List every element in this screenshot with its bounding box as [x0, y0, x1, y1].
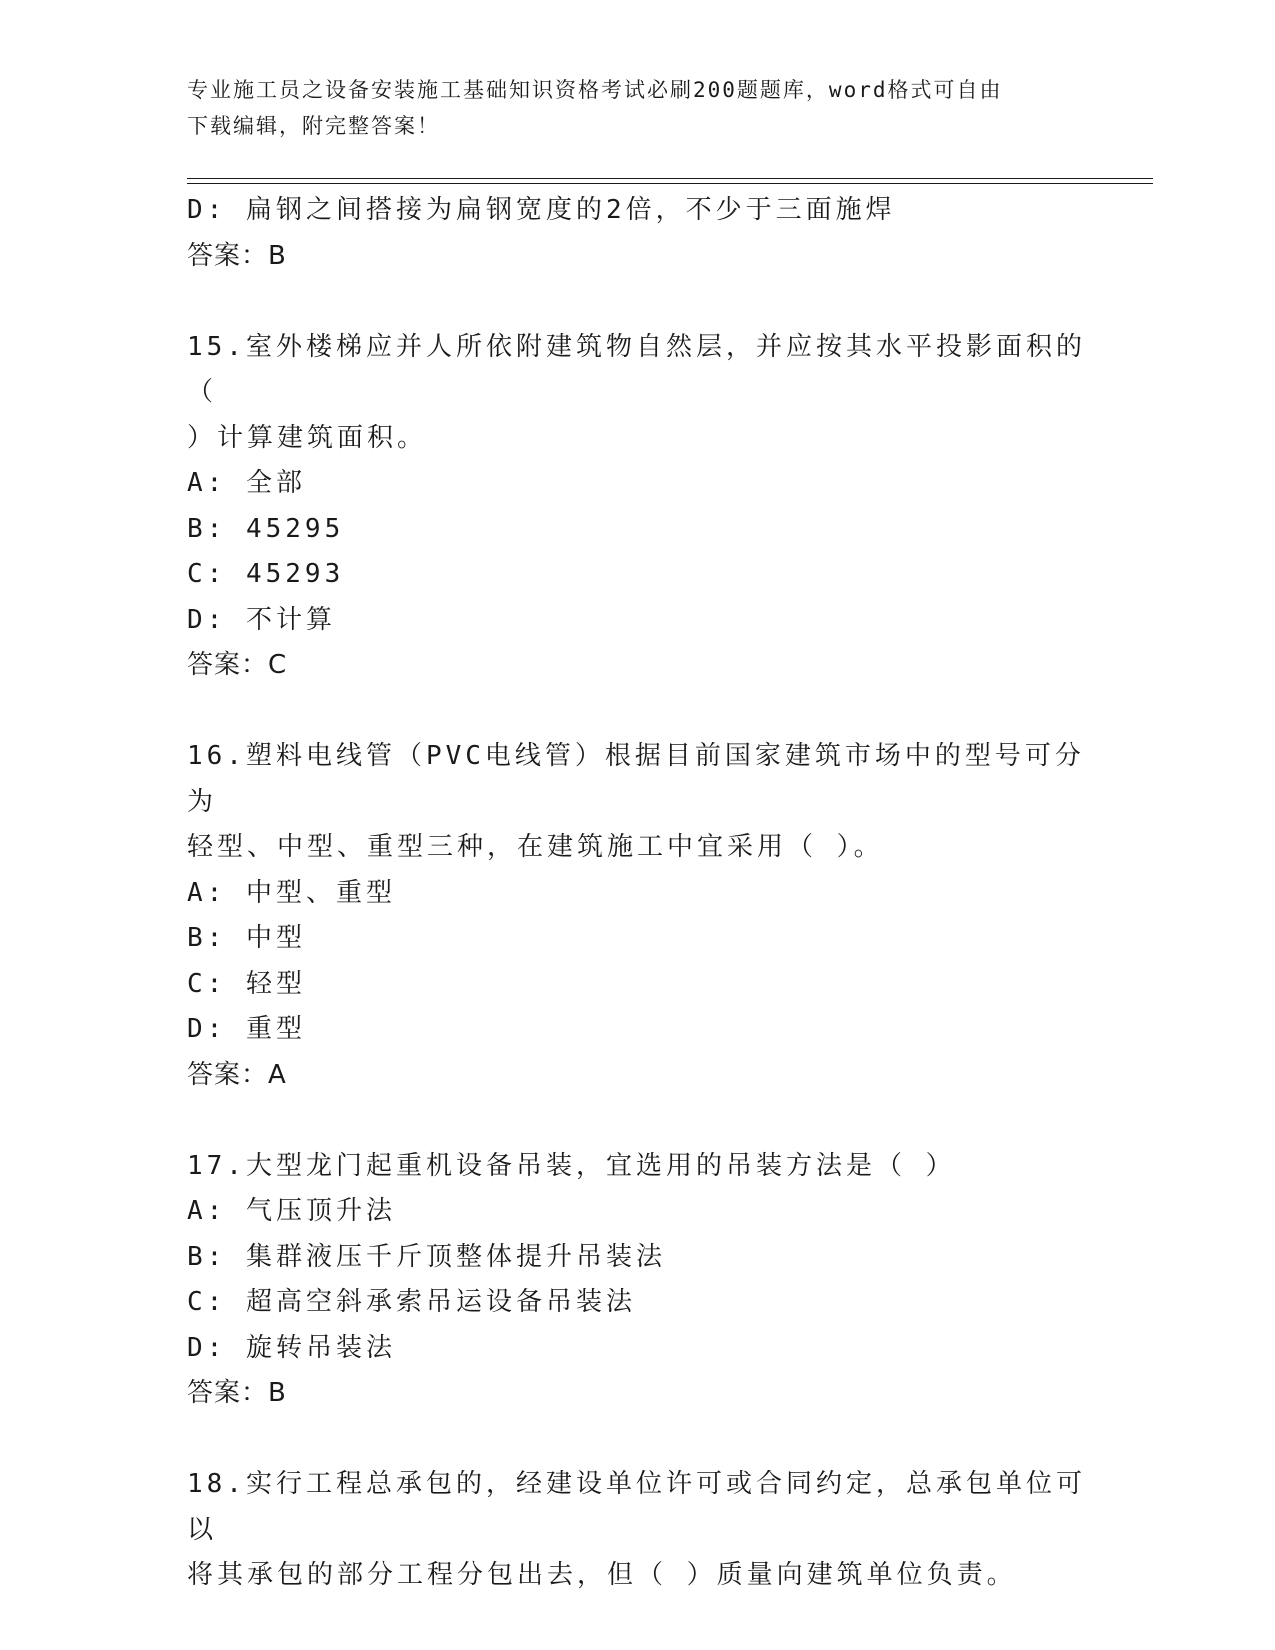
header-line-1: 专业施工员之设备安装施工基础知识资格考试必刷200题题库，word格式可自由	[187, 78, 1003, 102]
option-d: D: 重型	[187, 1014, 306, 1044]
previous-question-tail	[187, 188, 1087, 279]
option-c: C: 超高空斜承索吊运设备吊装法	[187, 1287, 636, 1317]
document-body	[187, 188, 1087, 1599]
option-b: B: 中型	[187, 923, 306, 953]
answer-line: 答案：C	[187, 650, 288, 680]
spacer	[187, 1417, 1087, 1463]
question-title-line: 将其承包的部分工程分包出去，但（ ）质量向建筑单位负责。	[187, 1560, 1017, 1590]
option-c: C: 轻型	[187, 968, 306, 999]
question-17	[187, 1144, 1087, 1417]
option-d: D: 旋转吊装法	[187, 1332, 396, 1363]
option-a: A: 中型、重型	[187, 877, 396, 908]
spacer	[187, 279, 1087, 325]
answer-line: 答案：B	[187, 240, 287, 271]
option-b: B: 集群液压千斤顶整体提升吊装法	[187, 1241, 666, 1272]
option-d: D: 扁钢之间搭接为扁钢宽度的2倍，不少于三面施焊	[187, 195, 896, 225]
question-18	[187, 1462, 1087, 1599]
answer-line: 答案：A	[187, 1059, 287, 1090]
header-divider-bottom	[187, 183, 1153, 184]
option-a: A: 全部	[187, 468, 306, 498]
question-title-line: 轻型、中型、重型三种，在建筑施工中宜采用（ ）。	[187, 832, 884, 862]
header-divider-top	[187, 178, 1153, 179]
question-title-line: 15.室外楼梯应并人所依附建筑物自然层，并应按其水平投影面积的（	[187, 331, 1086, 407]
header-line-2: 下载编辑，附完整答案！	[187, 114, 440, 138]
option-a: A: 气压顶升法	[187, 1196, 396, 1226]
option-c: C: 45293	[187, 559, 345, 589]
question-16	[187, 734, 1087, 1098]
question-title-line: ）计算建筑面积。	[187, 422, 428, 453]
document-header	[187, 72, 1087, 144]
answer-line: 答案：B	[187, 1378, 287, 1408]
spacer	[187, 689, 1087, 735]
question-title-line: 16.塑料电线管（PVC电线管）根据目前国家建筑市场中的型号可分为	[187, 741, 1085, 817]
option-b: B: 45295	[187, 513, 345, 544]
option-d: D: 不计算	[187, 604, 336, 635]
question-15	[187, 325, 1087, 689]
spacer	[187, 1098, 1087, 1144]
question-title-line: 17.大型龙门起重机设备吊装，宜选用的吊装方法是（ ）	[187, 1150, 956, 1181]
question-title-line: 18.实行工程总承包的，经建设单位许可或合同约定，总承包单位可以	[187, 1469, 1086, 1545]
